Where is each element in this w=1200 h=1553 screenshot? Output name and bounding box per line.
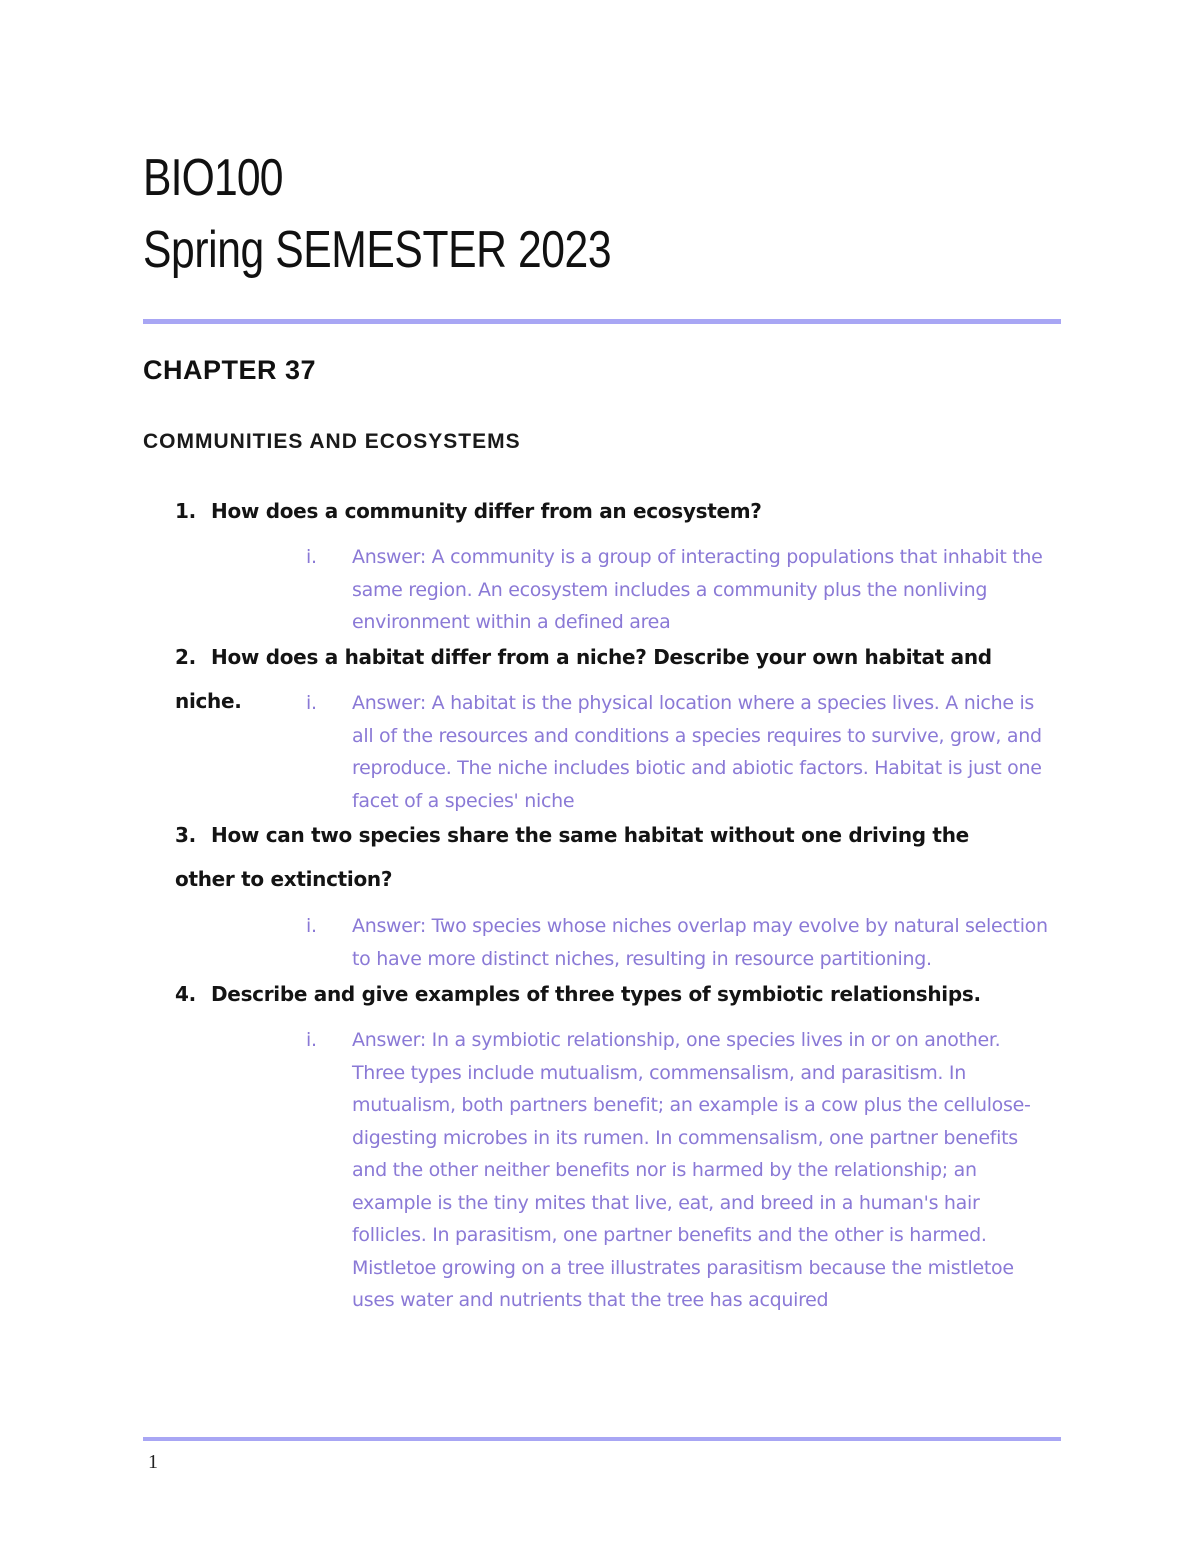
answer-text: Answer: A habitat is the physical location where a species lives. A niche is all of the resources and conditions a species requires to survive, grow, and reproduce. The niche includes biotic and abiotic factors. Habitat is just one facet of a species' niche: [352, 692, 1042, 812]
answer-marker: i.: [306, 915, 317, 937]
footer-divider: [143, 1437, 1061, 1441]
question-number: 2.: [175, 645, 196, 669]
question-number: 4.: [175, 982, 196, 1006]
answer-2: [306, 687, 1056, 817]
header-divider: [143, 319, 1061, 324]
semester-title: Spring SEMESTER 2023: [143, 221, 612, 279]
answer-text: Answer: A community is a group of interacting populations that inhabit the same region. An ecosystem includes a community plus the nonliving environment within a defined area: [352, 546, 1043, 633]
question-text: How does a community differ from an ecosystem?: [211, 499, 762, 523]
answer-text: Answer: Two species whose niches overlap may evolve by natural selection to have more distinct niches, resulting in resource partitioning.: [352, 915, 1048, 970]
question-text: Describe and give examples of three types of symbiotic relationships.: [211, 982, 981, 1006]
answer-marker: i.: [306, 692, 317, 714]
answer-1: [306, 541, 1056, 639]
course-title: BIO100: [143, 149, 283, 207]
page-number: 1: [148, 1451, 158, 1473]
question-text: How can two species share the same habitat without one driving the other to extinction?: [175, 823, 969, 891]
question-text: How does a habitat differ from a niche? Describe your own habitat and niche.: [175, 645, 992, 713]
answer-3: [306, 910, 1056, 975]
question-1: [175, 489, 1055, 533]
section-heading: COMMUNITIES AND ECOSYSTEMS: [143, 430, 521, 453]
answer-marker: i.: [306, 1029, 317, 1051]
question-number: 1.: [175, 499, 196, 523]
answer-marker: i.: [306, 546, 317, 568]
chapter-heading: CHAPTER 37: [143, 355, 317, 385]
answer-text: Answer: In a symbiotic relationship, one species lives in or on another. Three types include mutualism, commensalism, and parasitism. In mutualism, both partners benefit; an example is a cow plus the cellulose-digesting microbes in its rumen. In commensalism, one partner benefits and the other neither benefits nor is harmed by the relationship; an example is the tiny mites that live, eat, and breed in a human's hair follicles. In parasitism, one partner benefits and the other is harmed. Mistletoe growing on a tree illustrates parasitism because the mistletoe uses water and nutrients that the tree has acquired: [352, 1029, 1031, 1311]
question-4: [175, 972, 1055, 1016]
question-3: [175, 813, 1035, 901]
question-number: 3.: [175, 823, 196, 847]
answer-4: [306, 1024, 1056, 1317]
